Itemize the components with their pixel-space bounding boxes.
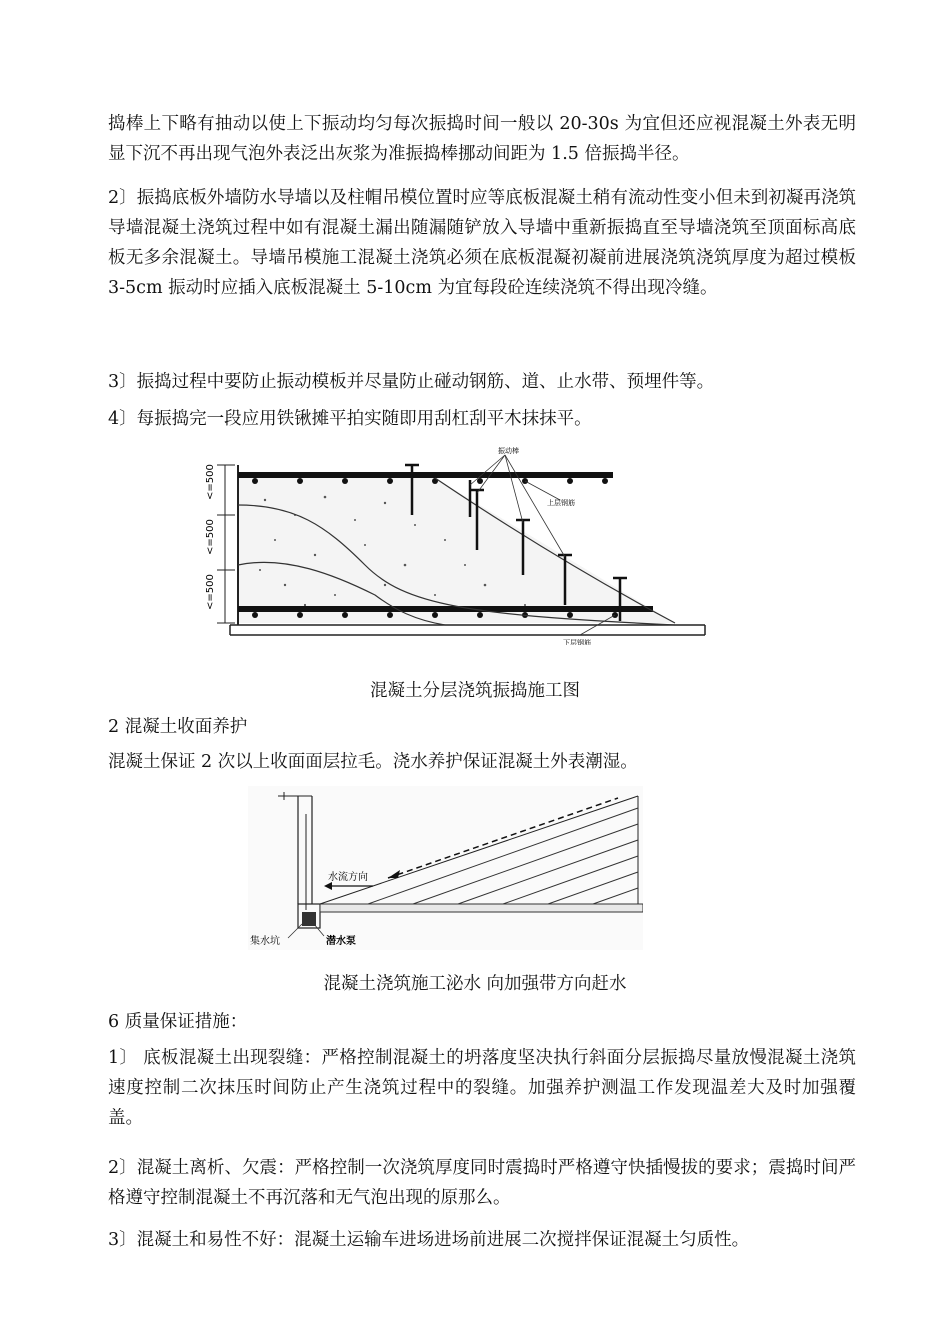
- paragraph-2: 2〕振捣底板外墙防水导墙以及柱帽吊模位置时应等底板混凝土稍有流动性变小但未到初凝再浇筑导墙混凝土浇筑过程中如有混凝土漏出随漏随铲放入导墙中重新振捣直至导墙浇筑至顶面标高底板无多余混凝土。导墙吊模施工混凝土浇筑必须在底板混凝初凝前进展浇筑浇筑厚度为超过模板 3-5cm 振动时应插入底板混凝土 5-10cm 为宜每段砼连续浇筑不得出现冷缝。: [108, 188, 856, 298]
- section2-text: 混凝土保证 2 次以上收面面层拉毛。浇水养护保证混凝土外表潮湿。: [108, 752, 638, 772]
- upper-rebar-label: 上层钢筋: [547, 499, 575, 507]
- layered-pouring-figure: [205, 445, 715, 645]
- paragraph-3: 3〕振捣过程中要防止振动模板并尽量防止碰动钢筋、道、止水带、预埋件等。: [108, 372, 715, 392]
- dim-label-1: <=500: [205, 464, 216, 500]
- upper-rebar-bar: [238, 472, 613, 478]
- section2-heading: 2 混凝土收面养护: [108, 717, 248, 737]
- dim-label-2: <=500: [205, 519, 216, 555]
- section6-heading: 6 质量保证措施：: [108, 1012, 248, 1032]
- drainage-figure: [248, 786, 643, 950]
- paragraph-1: 捣棒上下略有抽动以使上下振动均匀每次振捣时间一般以 20-30s 为宜但还应视混凝土外表无明显下沉不再出现气泡外表泛出灰浆为准振捣棒挪动间距为 1.5 倍振捣半径。: [108, 114, 856, 164]
- flow-direction-label: 水流方向: [328, 872, 368, 883]
- pump-shape: [302, 912, 316, 926]
- dim-label-3: <=500: [205, 574, 216, 610]
- section6-item-3: 3〕混凝土和易性不好：混凝土运输车进场进场前进展二次搅拌保证混凝土匀质性。: [108, 1230, 750, 1250]
- section6-item-1: 1〕 底板混凝土出现裂缝：严格控制混凝土的坍落度坚决执行斜面分层振捣尽量放慢混凝土浇筑速度控制二次抹压时间防止产生浇筑过程中的裂缝。加强养护测温工作发现温差大及时加强覆盖。: [108, 1048, 856, 1128]
- lower-rebar-label: 下层钢筋: [563, 639, 591, 645]
- pit-label: 集水坑: [250, 936, 280, 947]
- vibrator-label: 振动棒: [498, 447, 519, 455]
- figure1-caption: 混凝土分层浇筑振捣施工图: [370, 681, 580, 701]
- pump-label: 潜水泵: [326, 936, 356, 947]
- figure2-caption: 混凝土浇筑施工泌水 向加强带方向赶水: [323, 974, 627, 994]
- lower-rebar-bar: [238, 606, 653, 612]
- paragraph-4: 4〕每振捣完一段应用铁锹摊平拍实随即用刮杠刮平木抹抹平。: [108, 409, 592, 429]
- section6-item-2: 2〕混凝土离析、欠震：严格控制一次浇筑厚度同时震捣时严格遵守快插慢拔的要求；震捣时间严格遵守控制混凝土不再沉落和无气泡出现的原那么。: [108, 1158, 856, 1208]
